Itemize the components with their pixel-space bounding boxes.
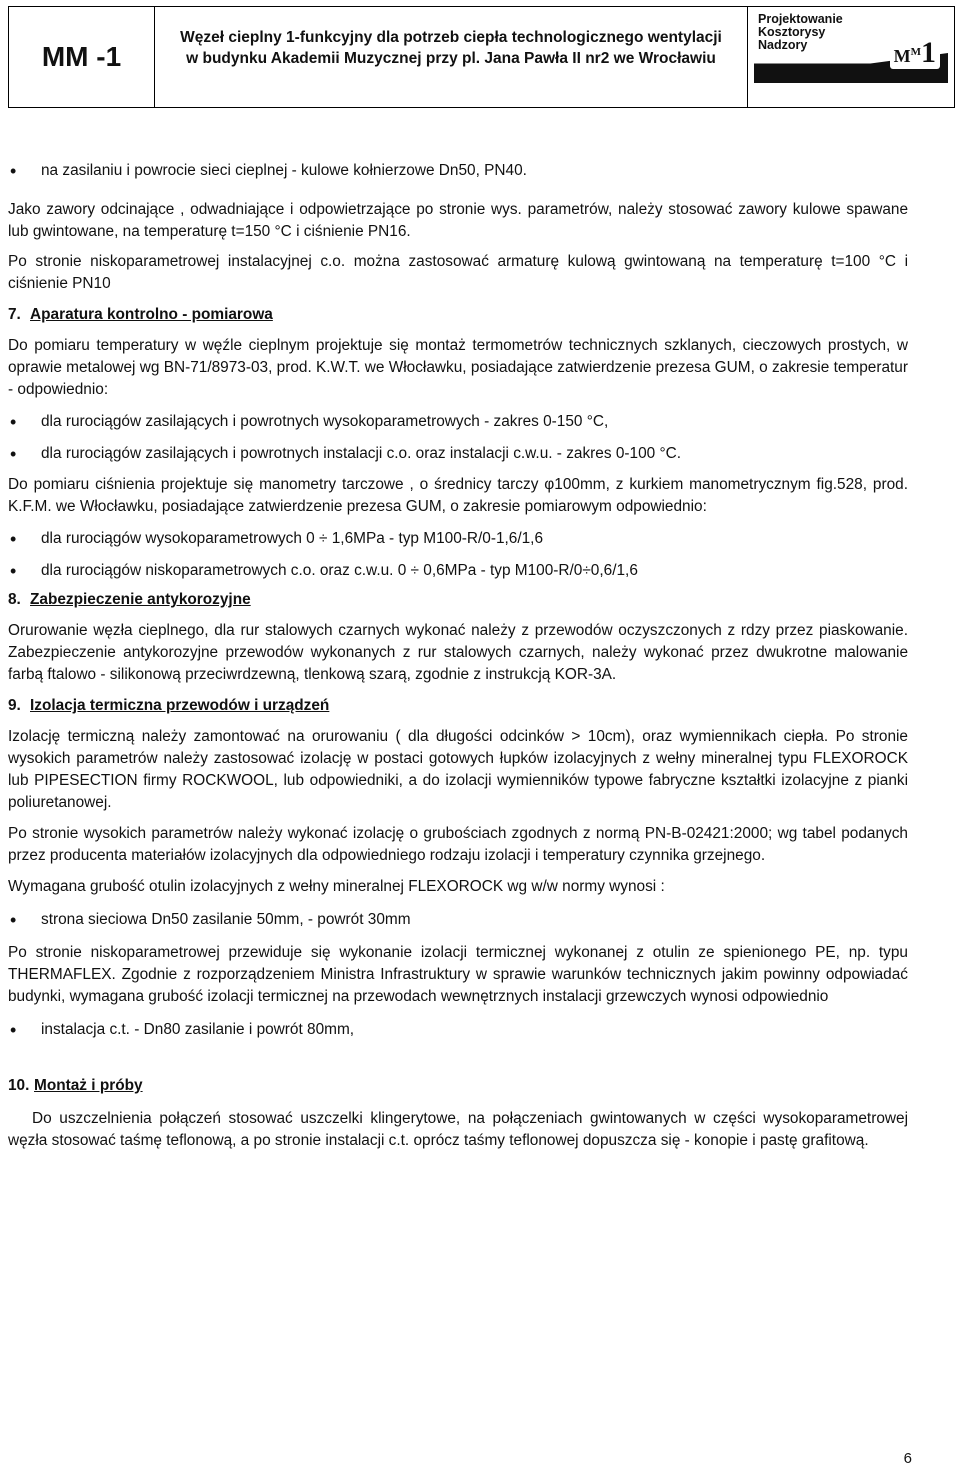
logo-line-1: Projektowanie xyxy=(758,12,843,26)
bullet-item: • dla rurociągów niskoparametrowych c.o. oraz c.w.u. 0 ÷ 0,6MPa - typ M100-R/0÷0,6/1,6 xyxy=(8,560,908,582)
paragraph: Po stronie niskoparametrowej instalacyjnej c.o. można zastosować armaturę kulową gwintowaną na temperaturę t=100 °C i ciśnienie PN10 xyxy=(8,253,908,292)
logo-graphic xyxy=(752,11,950,81)
paragraph: Wymagana grubość otulin izolacyjnych z wełny mineralnej FLEXOROCK wg w/w normy wynosi : xyxy=(8,878,665,895)
header-title-line2: w budynku Akademii Muzycznej przy pl. Jana Pawła II nr2 we Wrocławiu xyxy=(186,50,716,67)
paragraph: Do pomiaru ciśnienia projektuje się manometry tarczowe , o średnicy tarczy φ100mm, z kurkiem manometrycznym fig.528, prod. K.F.M. we Włocławku, posiadające zatwierdzenie prezesa GUM, o zakresie pomiarowym odpowiednio: xyxy=(8,476,908,515)
bullet-item: • instalacja c.t. - Dn80 zasilanie i powrót 80mm, xyxy=(8,1019,908,1041)
logo-text xyxy=(758,13,843,52)
paragraph: Po stronie niskoparametrowej przewiduje się wykonanie izolacji termicznej wykonanej z otulin ze spienionego PE, np. typu THERMAFLEX. Zgodnie z rozporządzeniem Ministra Infrastruktury w sprawie warunków technicznych jakim powinny odpowiadać budynki, wymagana grubość izolacji termicznej na przewodach wewnętrznych instalacji grzewczych wynosi odpowiednio xyxy=(8,944,908,1005)
page-number: 6 xyxy=(903,1450,912,1467)
bullet-item: • dla rurociągów zasilających i powrotnych wysokoparametrowych - zakres 0-150 °C, xyxy=(8,411,908,433)
paragraph: Do pomiaru temperatury w węźle cieplnym projektuje się montaż termometrów technicznych szklanych, cieczowych prostych, w oprawie metalowej wg BN-71/8973-03, prod. K.W.T. we Włocławku, posiadające zatwierdzenie prezesa GUM, o zakresie temperatur - odpowiednio: xyxy=(8,337,908,398)
paragraph: Jako zawory odcinające , odwadniające i odpowietrzające po stronie wys. parametrów, należy stosować zawory kulowe spawane lub gwintowane, na temperaturę t=150 °C i ciśnienie PN16. xyxy=(8,201,908,240)
header-title xyxy=(155,7,748,107)
header-title-line1: Węzeł cieplny 1-funkcyjny dla potrzeb ciepła technologicznego wentylacji xyxy=(180,29,722,46)
document-code-text: MM -1 xyxy=(41,41,122,72)
paragraph: Do uszczelnienia połączeń stosować uszczelki klingerytowe, na połączeniach gwintowanych w części wysokoparametrowej węzła stosować taśmę teflonową, a po stronie instalacji c.t. oprócz taśmy teflonowej dopuszcza się - konopie i pastę grafitową. xyxy=(8,1110,908,1149)
section-title: Zabezpieczenie antykorozyjne xyxy=(30,591,251,608)
logo-mm-mark: $M^M1$ xyxy=(890,39,940,69)
section-number: 9. xyxy=(8,697,21,714)
section-heading-7 xyxy=(8,304,908,326)
bullet-item: • dla rurociągów zasilających i powrotnych instalacji c.o. oraz instalacji c.w.u. - zakres 0-100 °C. xyxy=(8,443,908,465)
page-header xyxy=(8,6,955,108)
section-heading-10 xyxy=(8,1075,908,1097)
section-heading-9 xyxy=(8,695,908,717)
document-body xyxy=(8,150,908,1152)
section-title: Izolacja termiczna przewodów i urządzeń xyxy=(30,697,330,714)
bullet-item: • na zasilaniu i powrocie sieci cieplnej - kulowe kołnierzowe Dn50, PN40. xyxy=(8,160,908,182)
section-number: 7. xyxy=(8,306,21,323)
company-logo xyxy=(748,7,954,107)
bullet-item: • strona sieciowa Dn50 zasilanie 50mm, - powrót 30mm xyxy=(8,909,908,931)
section-title: Montaż i próby xyxy=(34,1077,143,1094)
document-code xyxy=(9,7,155,107)
paragraph: Izolację termiczną należy zamontować na orurowaniu ( dla długości odcinków > 10cm), oraz wymiennikach ciepła. Po stronie wysokich parametrów należy zastosować izolację w postaci gotowych łupków izolacyjnych z wełny mineralnej typu FLEXOROCK lub PIPESECTION firmy ROCKWOOL, lub odpowiedniki, a do izolacji wymienników typowe fabryczne kształtki izolacyjne z pianki poliuretanowej. xyxy=(8,728,908,811)
paragraph: Orurowanie węzła cieplnego, dla rur stalowych czarnych wykonać należy z przewodów oczyszczonych z rdzy przez piaskowanie. Zabezpieczenie antykorozyjne przewodów wykonanych z rur stalowych czarnych, należy wykonać przez dwukrotne malowanie farbą ftalowo - silikonową przeciwrdzewną, tlenkową szarą, zgodnie z instrukcją KOR-3A. xyxy=(8,622,908,683)
logo-line-3: Nadzory xyxy=(758,38,808,52)
paragraph: Po stronie wysokich parametrów należy wykonać izolację o grubościach zgodnych z normą PN-B-02421:2000; wg tabel podanych przez producenta materiałów izolacyjnych dla odpowiedniego rodzaju izolacji i temperatury czynnika grzejnego. xyxy=(8,825,908,864)
logo-line-2: Kosztorysy xyxy=(758,25,826,39)
section-heading-8 xyxy=(8,589,908,611)
bullet-item: • dla rurociągów wysokoparametrowych 0 ÷ 1,6MPa - typ M100-R/0-1,6/1,6 xyxy=(8,528,908,550)
section-title: Aparatura kontrolno - pomiarowa xyxy=(30,306,273,323)
section-number: 10. xyxy=(8,1077,30,1094)
section-number: 8. xyxy=(8,591,21,608)
